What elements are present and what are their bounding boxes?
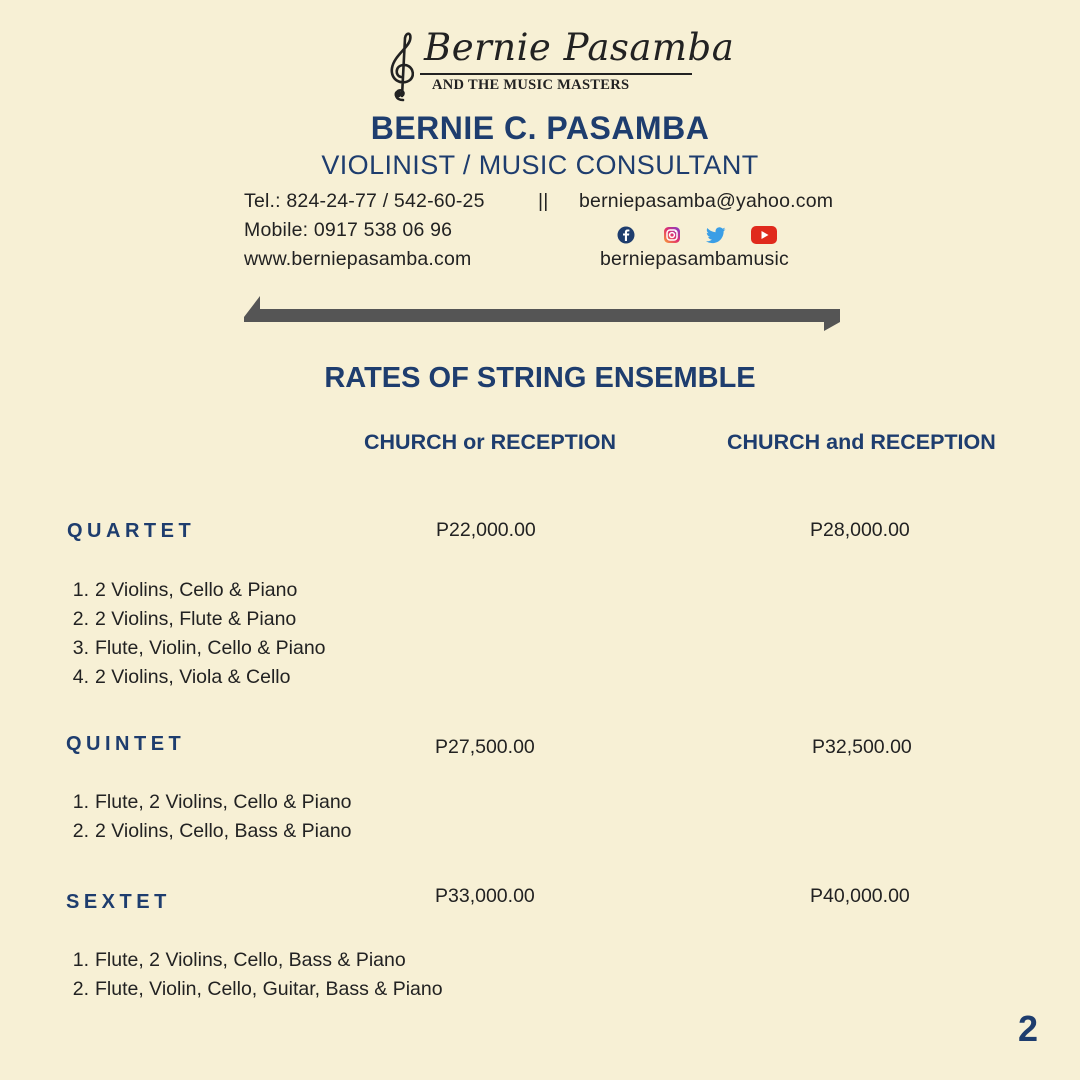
email-link[interactable]: berniepasamba@yahoo.com [579, 190, 834, 212]
list-item: 2. Flute, Violin, Cello, Guitar, Bass & Piano [72, 978, 443, 1000]
website-link[interactable]: www.berniepasamba.com [244, 248, 472, 270]
section-title-quintet: QUINTET [66, 733, 186, 755]
column-header-church-or-reception: CHURCH or RECEPTION [364, 430, 617, 454]
decorative-banner [244, 296, 840, 332]
logo-rule [420, 73, 692, 75]
tel-numbers: Tel.: 824-24-77 / 542-60-25 [244, 190, 485, 212]
social-handle: berniepasambamusic [600, 248, 789, 270]
mobile-number: Mobile: 0917 538 06 96 [244, 219, 453, 241]
section-title-quartet: QUARTET [67, 520, 196, 542]
consultant-name: BERNIE C. PASAMBA [370, 110, 710, 146]
logo-subtitle: AND THE MUSIC MASTERS [432, 77, 630, 93]
list-item: 1. Flute, 2 Violins, Cello & Piano [72, 791, 352, 813]
price-quintet-and: P32,500.00 [812, 736, 912, 758]
quartet-list [69, 576, 326, 692]
twitter-icon[interactable] [706, 227, 726, 249]
list-item: 1. 2 Violins, Cello & Piano [72, 579, 298, 601]
logo-script-text: Bernie Pasamba [424, 26, 735, 69]
price-sextet-and: P40,000.00 [810, 885, 910, 907]
youtube-icon[interactable] [751, 226, 777, 249]
instagram-icon[interactable] [663, 226, 681, 249]
list-item: 1. Flute, 2 Violins, Cello, Bass & Piano [72, 949, 406, 971]
quintet-list [69, 788, 352, 846]
price-quintet-or: P27,500.00 [435, 736, 535, 758]
list-item: 3. Flute, Violin, Cello & Piano [72, 637, 326, 659]
sextet-list [69, 946, 443, 1004]
section-title-sextet: SEXTET [66, 891, 171, 913]
contact-separator: || [538, 190, 549, 212]
list-item: 4. 2 Violins, Viola & Cello [72, 666, 291, 688]
social-icons [617, 226, 777, 246]
price-quartet-and: P28,000.00 [810, 519, 910, 541]
list-item: 2. 2 Violins, Flute & Piano [72, 608, 297, 630]
rates-title: RATES OF STRING ENSEMBLE [324, 362, 756, 394]
facebook-icon[interactable] [617, 226, 635, 249]
price-quartet-or: P22,000.00 [436, 519, 536, 541]
page-number: 2 [1017, 1008, 1038, 1049]
logo [386, 26, 735, 100]
list-item: 2. 2 Violins, Cello, Bass & Piano [72, 820, 352, 842]
price-sextet-or: P33,000.00 [435, 885, 535, 907]
column-header-church-and-reception: CHURCH and RECEPTION [727, 430, 996, 454]
treble-clef-icon [386, 30, 418, 102]
consultant-role: VIOLINIST / MUSIC CONSULTANT [321, 150, 759, 180]
